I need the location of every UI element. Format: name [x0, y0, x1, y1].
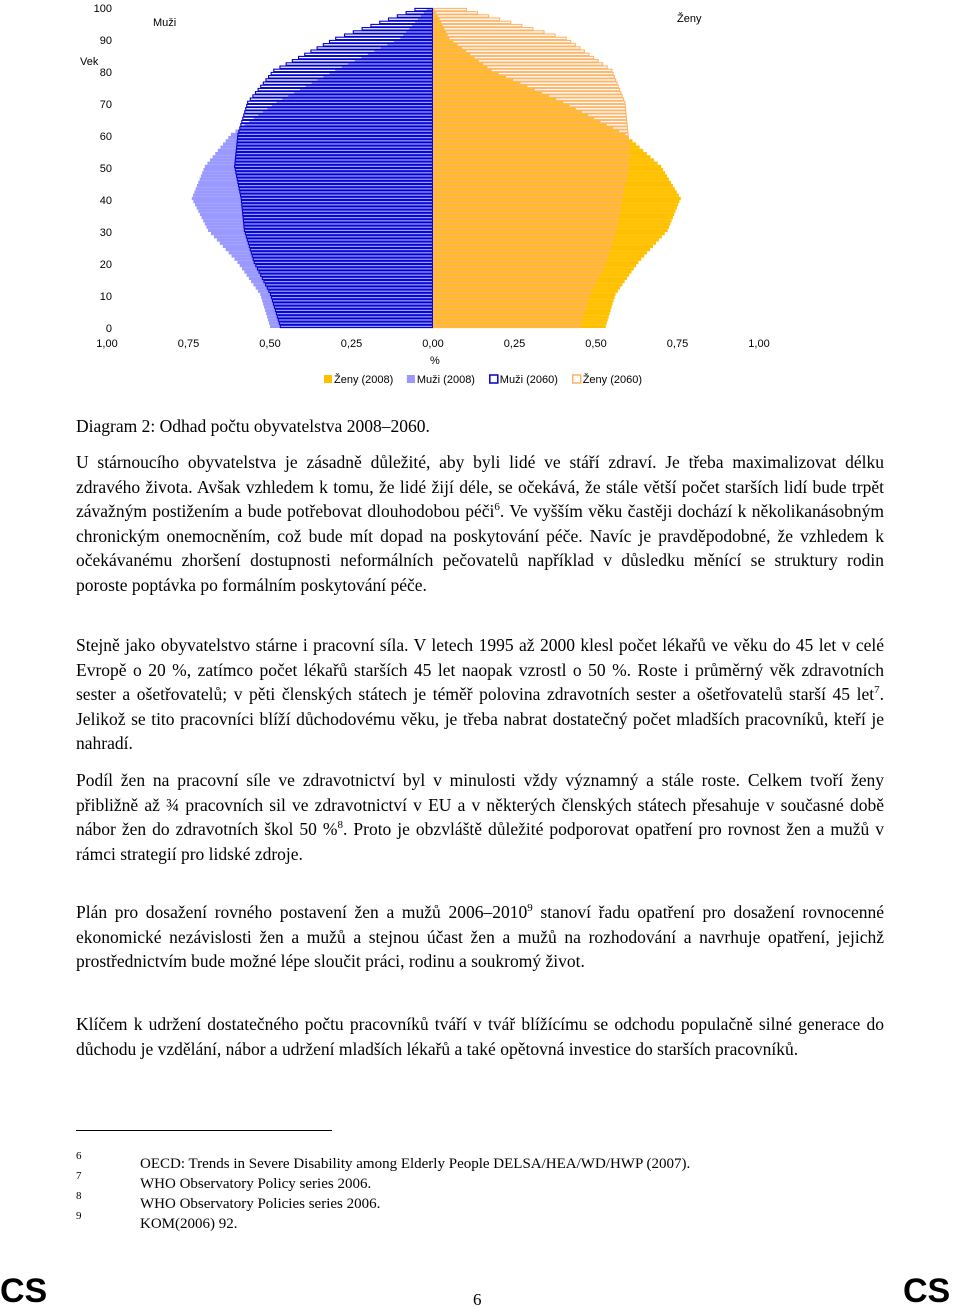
y-tick-label: 80: [99, 67, 112, 79]
pyramid-bars: [192, 8, 681, 328]
x-tick-label: 1,00: [748, 338, 770, 350]
x-tick-label: 0,50: [259, 338, 281, 350]
footnote-8: [76, 1190, 876, 1216]
paragraph-text: Stejně jako obyvatelstvo stárne i pracovní síla. V letech 1995 až 2000 klesl počet lékařů ve věku do 45 let v celé Evropě o 20 %, zatímco počet lékařů starších 45 let naopak vzrostl o 50 %. Roste i průměrný věk zdravotních sester a ošetřovatelů; v pěti členských státech je téměř polovina zdravotních sester a ošetřovatelů starší 45 let: [76, 635, 884, 704]
y-tick-label: 0: [105, 323, 112, 335]
left-panel-label: Muži: [153, 17, 177, 29]
legend-swatch: [490, 375, 498, 383]
legend-label: Muži (2060): [499, 374, 558, 386]
paragraph-2: [76, 633, 884, 756]
page-number: 6: [473, 1290, 482, 1309]
footer-language-left: CS: [0, 1272, 48, 1310]
bar-women-2060: [434, 8, 467, 10]
footnote-ref: 6: [494, 501, 500, 514]
paragraph-4: [76, 900, 884, 974]
x-tick-label: 0,25: [340, 338, 363, 350]
footnote-7: [76, 1170, 876, 1196]
y-tick-label: 70: [99, 99, 112, 111]
footnote-number: 7: [76, 1170, 82, 1182]
x-axis-ticks: [96, 338, 769, 350]
x-tick-label: 0,75: [666, 338, 689, 350]
x-tick-label: 0,75: [177, 338, 200, 350]
figure-caption: Diagram 2: Odhad počtu obyvatelstva 2008–2060.: [76, 416, 430, 436]
x-tick-label: 0,25: [503, 338, 526, 350]
paragraph-text: U stárnoucího obyvatelstva je zásadně důležité, aby byli lidé ve stáří zdraví. Je třeba maximalizovat délku zdravého života. Avšak vzhledem k tomu, že lidé žijí déle, se očekává, že stále větší počet starších lidí bude trpět závažným postižením a bude potřebovat dlouhodobou péči: [76, 452, 884, 521]
y-tick-label: 30: [99, 227, 112, 239]
y-tick-label: 90: [99, 35, 112, 47]
paragraph-text: . Jelikož se tito pracovníci blíží důchodovému věku, je třeba nabrat dostatečný počet mladších pracovníků, kteří je nahradí.: [76, 684, 884, 753]
footnote-ref: 8: [337, 819, 343, 832]
bar-women-2060: [434, 15, 489, 17]
paragraph-text: . Proto je obzvláště důležité podporovat opatření pro rovnost žen a mužů v rámci strategií pro lidské zdroje.: [76, 819, 884, 864]
footnote-text: OECD: Trends in Severe Disability among Elderly People DELSA/HEA/WD/HWP (2007).: [140, 1156, 691, 1172]
footnote-ref: 9: [527, 902, 533, 915]
footnote-text: WHO Observatory Policies series 2006.: [140, 1196, 381, 1212]
x-tick-label: 0,50: [585, 338, 607, 350]
right-panel-label: Ženy: [677, 13, 702, 25]
bar-women-2060: [434, 34, 556, 36]
paragraph-text: Klíčem k udržení dostatečného počtu pracovníků tváří v tvář blížícímu se odchodu populačně silné generace do důchodu je vzdělání, nábor a udržení mladších lékařů a také opětovná investice do starších pracovníků.: [76, 1014, 884, 1059]
bar-women-2060: [434, 24, 522, 26]
legend-swatch: [407, 375, 415, 383]
paragraph-3: [76, 768, 884, 866]
y-axis-ticks: [94, 3, 112, 335]
x-axis-label: %: [430, 355, 440, 367]
footnote-6: [76, 1150, 876, 1176]
population-pyramid-chart: [70, 0, 770, 400]
legend-label: Muži (2008): [416, 374, 475, 386]
bar-women-2060: [434, 40, 571, 42]
bar-women-2060: [434, 18, 500, 20]
footnote-ref: 7: [874, 684, 880, 697]
paragraph-5: [76, 1012, 884, 1061]
paragraph-1: [76, 450, 884, 597]
x-tick-label: 1,00: [96, 338, 118, 350]
paragraph-text: Plán pro dosažení rovného postavení žen a mužů 2006–2010: [76, 902, 528, 922]
bar-women-2060: [434, 12, 478, 14]
legend-swatch: [573, 375, 581, 383]
y-tick-label: 20: [99, 259, 112, 271]
paragraph-text: Podíl žen na pracovní síle ve zdravotnictví byl v minulosti vždy významný a stále roste. Celkem tvoří ženy přibližně až ¾ pracovních sil ve zdravotnictví v EU a v některých členských státech přesahuje v současné době nábor žen do zdravotních škol 50 %: [76, 770, 884, 839]
y-tick-label: 50: [99, 163, 112, 175]
y-tick-label: 10: [99, 291, 112, 303]
y-tick-label: 40: [99, 195, 112, 207]
legend-label: Ženy (2060): [582, 374, 643, 386]
bar-women-2060: [434, 37, 567, 39]
bar-women-2060: [434, 31, 544, 33]
legend-swatch: [324, 375, 332, 383]
paragraph-text: . Ve vyšším věku častěji dochází k několikanásobným chronickým onemocněním, což bude mít dopad na poskytování péče. Navíc je pravděpodobné, že vzhledem k očekávanému zhoršení dostupnosti neformálních pečovatelů například v důsledku měnící se struktury rodin poroste poptávka po formálním poskytování péče.: [76, 501, 885, 595]
chart-legend: [324, 373, 642, 386]
bar-women-2060: [434, 21, 511, 23]
paragraph-text: stanoví řadu opatření pro dosažení rovnocenné ekonomické nezávislosti žen a mužů a stejnou účast žen a mužů na rozhodování a navrhuje opatření, jejichž prostřednictvím bude možné lépe sloučit práci, rodinu a soukromý život.: [76, 902, 884, 971]
bar-women-2060: [434, 28, 533, 30]
legend-label: Ženy (2008): [334, 374, 394, 386]
y-axis-label: Vek: [80, 56, 99, 68]
footnote-number: 6: [76, 1150, 82, 1162]
footnote-number: 9: [76, 1210, 82, 1222]
y-tick-label: 60: [99, 131, 112, 143]
footnote-9: [76, 1210, 876, 1236]
footnote-text: WHO Observatory Policy series 2006.: [140, 1176, 372, 1192]
x-tick-label: 0,00: [422, 338, 444, 350]
footer-language-right: CS: [903, 1272, 951, 1310]
y-tick-label: 100: [93, 3, 112, 15]
footnote-number: 8: [76, 1190, 82, 1202]
footnote-separator: [76, 1130, 332, 1131]
footnote-text: KOM(2006) 92.: [140, 1216, 238, 1232]
